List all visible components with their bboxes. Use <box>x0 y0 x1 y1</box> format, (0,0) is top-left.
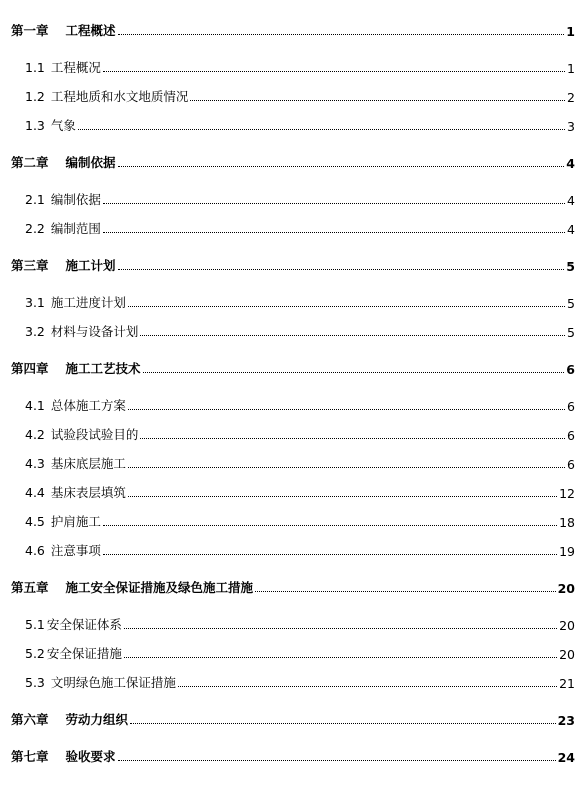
toc-section-3-1[interactable] <box>0 293 587 311</box>
toc-entry-title: 1.1 工程概况 <box>25 60 101 75</box>
toc-entry-title: 第五章 施工安全保证措施及绿色施工措施 <box>11 580 254 595</box>
toc-chapter-7[interactable] <box>0 747 587 765</box>
toc-page-number: 1 <box>567 61 575 76</box>
toc-page-number: 12 <box>559 486 575 501</box>
toc-section-4-2[interactable] <box>0 425 587 443</box>
dot-leader <box>140 334 565 336</box>
toc-section-4-1[interactable] <box>0 396 587 414</box>
toc-entry-title: 第一章 工程概述 <box>11 23 116 38</box>
dot-leader <box>118 165 565 167</box>
toc-chapter-3[interactable] <box>0 256 587 274</box>
toc-entry-title: 5.2 安全保证措施 <box>25 646 122 661</box>
dot-leader <box>128 408 565 410</box>
toc-section-2-2[interactable] <box>0 219 587 237</box>
toc-entry-title: 5.1 安全保证体系 <box>25 617 122 632</box>
toc-page-number: 5 <box>567 296 575 311</box>
toc-entry-title: 4.5 护肩施工 <box>25 514 101 529</box>
toc-entry-title: 第四章 施工工艺技术 <box>11 361 141 376</box>
toc-page-number: 20 <box>557 581 575 596</box>
toc-chapter-5[interactable] <box>0 578 587 596</box>
dot-leader <box>143 371 565 373</box>
dot-leader <box>103 231 565 233</box>
toc-entry-title: 第三章 施工计划 <box>11 258 116 273</box>
toc-section-1-2[interactable] <box>0 87 587 105</box>
toc-page-number: 1 <box>566 24 575 39</box>
toc-section-1-3[interactable] <box>0 116 587 134</box>
toc-entry-title: 4.2 试验段试验目的 <box>25 427 139 442</box>
dot-leader <box>118 268 565 270</box>
toc-page-number: 20 <box>559 618 575 633</box>
toc-page-number: 21 <box>559 676 575 691</box>
dot-leader <box>178 685 557 687</box>
toc-entry-title: 4.1 总体施工方案 <box>25 398 126 413</box>
toc-entry-title: 第六章 劳动力组织 <box>11 712 129 727</box>
toc-section-2-1[interactable] <box>0 190 587 208</box>
dot-leader <box>78 128 565 130</box>
toc-entry-title: 5.3 文明绿色施工保证措施 <box>25 675 176 690</box>
toc-chapter-1[interactable] <box>0 21 587 39</box>
dot-leader <box>103 202 565 204</box>
toc-section-4-4[interactable] <box>0 483 587 501</box>
dot-leader <box>130 722 556 724</box>
dot-leader <box>128 495 557 497</box>
toc-chapter-4[interactable] <box>0 359 587 377</box>
dot-leader <box>128 305 565 307</box>
dot-leader <box>103 70 565 72</box>
toc-chapter-6[interactable] <box>0 710 587 728</box>
toc-section-1-1[interactable] <box>0 58 587 76</box>
toc-page-number: 3 <box>567 119 575 134</box>
toc-page-number: 18 <box>559 515 575 530</box>
toc-page-number: 4 <box>566 156 575 171</box>
toc-section-4-6[interactable] <box>0 541 587 559</box>
toc-entry-title: 1.2 工程地质和水文地质情况 <box>25 89 189 104</box>
toc-page-number: 6 <box>566 362 575 377</box>
toc-entry-title: 2.1 编制依据 <box>25 192 101 207</box>
toc-entry-title: 4.3 基床底层施工 <box>25 456 126 471</box>
dot-leader <box>118 759 556 761</box>
toc-page-number: 20 <box>559 647 575 662</box>
toc-page-number: 6 <box>567 457 575 472</box>
dot-leader <box>118 33 565 35</box>
toc-section-4-5[interactable] <box>0 512 587 530</box>
toc-section-4-3[interactable] <box>0 454 587 472</box>
toc-page-number: 4 <box>567 193 575 208</box>
toc-page-number: 6 <box>567 399 575 414</box>
toc-page-number: 2 <box>567 90 575 105</box>
toc-chapter-2[interactable] <box>0 153 587 171</box>
dot-leader <box>190 99 565 101</box>
toc-section-5-1[interactable] <box>0 615 587 633</box>
toc-page-number: 6 <box>567 428 575 443</box>
toc-page-number: 5 <box>567 325 575 340</box>
toc-page-number: 19 <box>559 544 575 559</box>
dot-leader <box>140 437 565 439</box>
toc-entry-title: 4.6 注意事项 <box>25 543 101 558</box>
toc-entry-title: 1.3 气象 <box>25 118 76 133</box>
toc-page-number: 23 <box>557 713 575 728</box>
dot-leader <box>103 524 557 526</box>
toc-entry-title: 2.2 编制范围 <box>25 221 101 236</box>
dot-leader <box>103 553 557 555</box>
toc-entry-title: 4.4 基床表层填筑 <box>25 485 126 500</box>
toc-entry-title: 第二章 编制依据 <box>11 155 116 170</box>
toc-section-5-2[interactable] <box>0 644 587 662</box>
toc-entry-title: 3.1 施工进度计划 <box>25 295 126 310</box>
toc-entry-title: 3.2 材料与设备计划 <box>25 324 139 339</box>
toc-entry-title: 第七章 验收要求 <box>11 749 116 764</box>
toc-section-3-2[interactable] <box>0 322 587 340</box>
dot-leader <box>124 656 557 658</box>
toc-page-number: 4 <box>567 222 575 237</box>
dot-leader <box>124 627 557 629</box>
toc-page-number: 5 <box>566 259 575 274</box>
dot-leader <box>255 590 556 592</box>
dot-leader <box>128 466 565 468</box>
toc-section-5-3[interactable] <box>0 673 587 691</box>
toc-page-number: 24 <box>557 750 575 765</box>
